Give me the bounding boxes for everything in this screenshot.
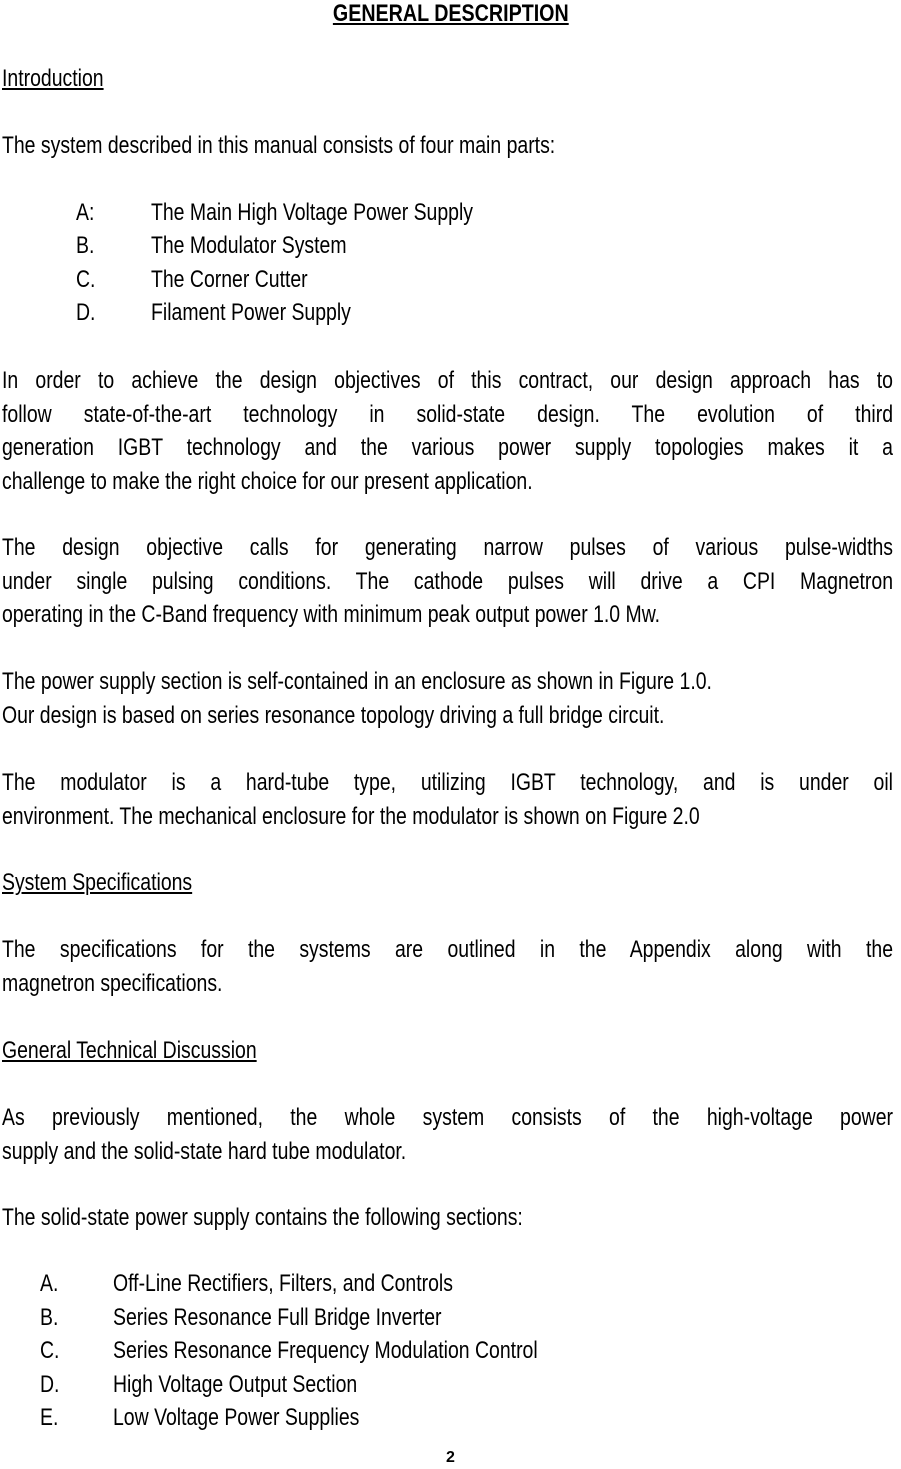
list-item-text: Filament Power Supply (151, 299, 351, 326)
list-item-text: High Voltage Output Section (113, 1371, 358, 1398)
page-title (0, 0, 901, 28)
discussion-heading: General Technical Discussion (2, 1037, 257, 1064)
list-item-letter: B. (40, 1304, 59, 1331)
paragraph-line: operating in the C-Band frequency with minimum peak output power 1.0 Mw. (2, 601, 661, 628)
list-item-letter: B. (76, 232, 95, 259)
list-item-text: Series Resonance Full Bridge Inverter (113, 1304, 442, 1331)
specifications-heading: System Specifications (2, 869, 193, 896)
list-item-letter: A. (40, 1270, 59, 1297)
discussion-lead: The solid-state power supply contains the following sections: (2, 1204, 523, 1231)
paragraph-line: As previously mentioned, the whole system consists of the high-voltage power (2, 1104, 893, 1131)
paragraph-line: magnetron specifications. (2, 969, 223, 997)
paragraph-power-supply-line: The power supply section is self-contained in an enclosure as shown in Figure 1.0. (2, 668, 712, 695)
list-item-text: The Corner Cutter (151, 266, 308, 293)
paragraph-line: follow state-of-the-art technology in solid-state design. The evolution of third (2, 400, 893, 428)
list-item-text: Low Voltage Power Supplies (113, 1404, 360, 1431)
paragraph-design-objective (2, 531, 893, 632)
list-item-text: The Modulator System (151, 232, 347, 259)
paragraph-line: The specifications for the systems are outlined in the Appendix along with the (2, 936, 893, 963)
list-item-letter: A: (76, 199, 95, 226)
paragraph-line: challenge to make the right choice for our present application. (2, 467, 533, 495)
page-title-text: GENERAL DESCRIPTION (332, 0, 569, 27)
list-item-letter: E. (40, 1404, 59, 1431)
paragraph-modulator (2, 766, 893, 833)
paragraph-discussion (2, 1101, 893, 1168)
paragraph-line: supply and the solid-state hard tube modulator. (2, 1137, 407, 1165)
paragraph-power-supply-line: Our design is based on series resonance topology driving a full bridge circuit. (2, 702, 665, 729)
paragraph-specifications (2, 933, 893, 1000)
paragraph-line: The design objective calls for generating narrow pulses of various pulse-widths (2, 534, 893, 561)
paragraph-line: The modulator is a hard-tube type, utilizing IGBT technology, and is under oil (2, 769, 893, 796)
paragraph-line: under single pulsing conditions. The cathode pulses will drive a CPI Magnetron (2, 567, 893, 595)
list-item-letter: D. (76, 299, 96, 326)
list-item-text: The Main High Voltage Power Supply (151, 199, 474, 226)
paragraph-line: In order to achieve the design objectives of this contract, our design approach has to (2, 367, 893, 394)
list-item-letter: D. (40, 1371, 60, 1398)
introduction-heading: Introduction (2, 65, 104, 92)
list-item-text: Off-Line Rectifiers, Filters, and Controls (113, 1270, 453, 1297)
list-item-letter: C. (40, 1337, 60, 1364)
page-number: 2 (446, 1449, 455, 1466)
paragraph-line: environment. The mechanical enclosure for the modulator is shown on Figure 2.0 (2, 802, 700, 830)
paragraph-line: generation IGBT technology and the various power supply topologies makes it a (2, 434, 893, 461)
list-item-letter: C. (76, 266, 96, 293)
list-item-text: Series Resonance Frequency Modulation Control (113, 1337, 538, 1364)
paragraph-design-approach (2, 364, 893, 498)
introduction-lead: The system described in this manual consists of four main parts: (2, 132, 556, 159)
